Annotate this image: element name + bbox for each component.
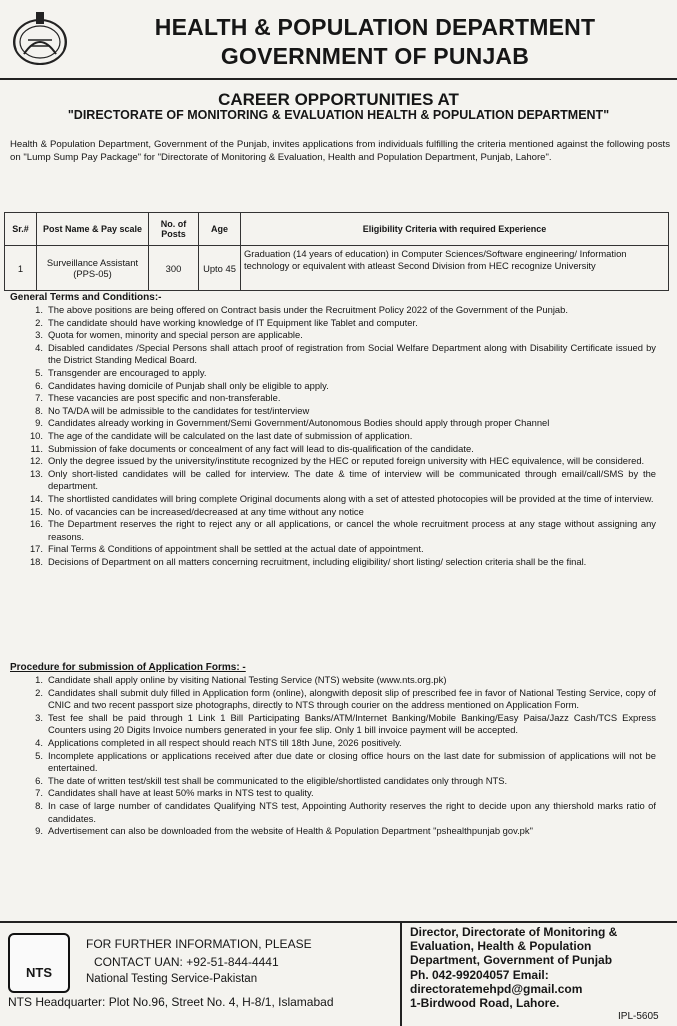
terms-list [8, 304, 656, 568]
list-item-text: The above positions are being offered on Contract basis under the Recruitment Policy 2022 of the Government of the Punjab. [48, 304, 568, 315]
list-number: 1. [35, 304, 43, 315]
terms-item [8, 329, 656, 342]
list-number: 9. [35, 417, 43, 429]
procedure-item [8, 800, 656, 825]
list-item-text: The age of the candidate will be calculated on the last date of submission of application. [48, 429, 413, 441]
terms-item [8, 430, 656, 443]
terms-item [8, 392, 656, 405]
terms-item [8, 367, 656, 380]
director-line: Ph. 042-99204057 Email: [410, 967, 549, 982]
list-number: 8. [35, 404, 43, 416]
list-number: 6. [35, 774, 43, 786]
procedure-item [8, 687, 656, 712]
terms-item [8, 543, 656, 556]
list-item-text: Only the degree issued by the university/institute recognized by the HEC or reputed foreign university with HEC equivalence, will be considered. [48, 455, 645, 467]
nts-logo-text: NTS [26, 965, 52, 980]
cell-sr: 1 [5, 246, 37, 291]
cell-eligibility: Graduation (14 years of education) in Computer Sciences/Software engineering/ Information technology or equivalent with atleast Second Division from HEC recognize University [241, 246, 669, 291]
nts-logo [8, 933, 70, 993]
procedure-item [8, 750, 656, 775]
list-number: 9. [35, 825, 43, 837]
list-number: 4. [35, 736, 43, 748]
list-number: 1. [35, 674, 43, 685]
terms-title: General Terms and Conditions:- [10, 292, 162, 303]
list-number: 11. [30, 442, 43, 454]
page-title: CAREER OPPORTUNITIES AT [218, 90, 459, 109]
cell-no-posts: 300 [149, 246, 199, 291]
list-number: 14. [29, 492, 43, 504]
list-item-text: Applications completed in all respect should reach NTS till 18th June, 2026 positively. [48, 736, 402, 748]
col-header-sr: Sr.# [5, 213, 37, 246]
terms-item [8, 405, 656, 418]
procedure-item [8, 825, 656, 838]
terms-item [8, 380, 656, 393]
punjab-emblem-icon [10, 10, 70, 68]
intro-paragraph: Health & Population Department, Government of the Punjab, invites applications from individuals fulfilling the criteria mentioned against the following posts on "Lump Sump Pay Package" for "Directorate of Monitoring & Evaluation, Health and Population Department, Punjab, Lahore". [10, 139, 670, 163]
col-header-eligibility: Eligibility Criteria with required Experience [241, 213, 669, 246]
terms-item [8, 317, 656, 330]
list-number: 15. [29, 505, 43, 517]
list-item-text: Quota for women, minority and special person are applicable. [48, 329, 303, 341]
list-number: 3. [35, 711, 43, 723]
procedure-item [8, 737, 656, 750]
director-line: Department, Government of Punjab [410, 953, 613, 968]
list-item-text: The date of written test/skill test shall be communicated to the eligible/shortlisted candidates only through NTS. [48, 774, 508, 786]
col-header-no-posts: No. of Posts [149, 213, 199, 246]
terms-item [8, 556, 656, 569]
procedure-item [8, 787, 656, 800]
terms-item [8, 455, 656, 468]
procedure-item [8, 775, 656, 788]
list-number: 4. [35, 341, 43, 353]
director-line: Director, Directorate of Monitoring & [410, 925, 618, 939]
col-header-age: Age [199, 213, 241, 246]
info-title: FOR FURTHER INFORMATION, PLEASE [86, 937, 312, 951]
list-number: 7. [35, 392, 43, 404]
terms-item [8, 506, 656, 519]
list-item-text: Candidates already working in Government/Semi Government/Autonomous Bodies should apply through proper Channel [48, 417, 550, 429]
list-number: 2. [35, 686, 43, 698]
cell-post [37, 246, 149, 291]
list-number: 18. [29, 555, 43, 567]
list-item-text: Candidate shall apply online by visiting National Testing Service (NTS) website (www.nts.org.pk) [48, 674, 447, 685]
header [0, 0, 677, 80]
header-divider [0, 78, 677, 80]
footer-divider [400, 923, 402, 1026]
list-number: 2. [35, 316, 43, 328]
terms-item [8, 342, 656, 367]
list-number: 8. [35, 799, 43, 811]
list-item-text: The Department reserves the right to reject any or all applications, or cancel the whole recruitment process at any stage without assigning any reasons. [48, 518, 656, 542]
terms-item [8, 493, 656, 506]
nts-headquarter: NTS Headquarter: Plot No.96, Street No. 4, H-8/1, Islamabad [8, 995, 334, 1009]
list-number: 3. [35, 329, 43, 341]
list-number: 5. [35, 749, 43, 761]
list-item-text: Candidates having domicile of Punjab shall only be eligible to apply. [48, 379, 329, 391]
nts-org-name: National Testing Service-Pakistan [86, 973, 258, 985]
list-item-text: In case of large number of candidates Qualifying NTS test, Appointing Authority reserves the right to decide upon any thiershold marks ratio of candidates. [48, 799, 656, 824]
list-item-text: No TA/DA will be admissible to the candidates for test/interview [48, 404, 310, 416]
list-number: 17. [29, 543, 43, 555]
post-scale: (PPS-05) [73, 268, 112, 279]
list-item-text: Candidates shall have at least 50% marks in NTS test to quality. [48, 787, 314, 799]
table-header-row [5, 213, 669, 246]
terms-item [8, 518, 656, 543]
department-name: HEALTH & POPULATION DEPARTMENT [154, 14, 596, 40]
list-number: 10. [29, 429, 43, 441]
list-number: 16. [29, 518, 43, 530]
col-header-post: Post Name & Pay scale [37, 213, 149, 246]
list-item-text: No. of vacancies can be increased/decreased at any time without any notice [48, 505, 364, 517]
terms-item [8, 443, 656, 456]
table-row [5, 246, 669, 291]
director-email: directoratemehpd@gmail.com [410, 981, 583, 996]
list-number: 13. [29, 467, 43, 479]
cell-age: Upto 45 [199, 246, 241, 291]
list-number: 5. [35, 366, 43, 378]
list-item-text: The candidate should have working knowledge of IT Equipment like Tablet and computer. [48, 316, 418, 328]
list-item-text: The shortlisted candidates will bring complete Original documents along with a set of attested photocopies will be provided at the time of interview. [48, 492, 654, 504]
list-item-text: Candidates shall submit duly filled in Application form (online), alongwith deposit slip of prescribed fee in favor of National Testing Service, copy of CNIC and two recent passport size photographs, directly to NTS through courier on the address mentioned on Application Form. [48, 686, 656, 711]
government-name: GOVERNMENT OF PUNJAB [220, 43, 530, 69]
post-name: Surveillance Assistant [46, 257, 139, 268]
directorate-title: "DIRECTORATE OF MONITORING & EVALUATION HEALTH & POPULATION DEPARTMENT" [67, 108, 610, 122]
list-number: 6. [35, 379, 43, 391]
list-item-text: Decisions of Department on all matters concerning recruitment, including eligibility/ short listing/ selection criteria shall be the final. [48, 555, 587, 567]
list-item-text: Test fee shall be paid through 1 Link 1 Bill Participating Banks/ATM/Internet Banking/Mobile Banking/Easy Paisa/Jazz Cash/TCS Express Counters using 20 Digits Invoice numbers generated in your fee slip. Only 1 bill invoice payment will be accepted. [48, 711, 656, 736]
terms-item [8, 417, 656, 430]
footer [0, 921, 677, 1026]
procedure-title: Procedure for submission of Application Forms: - [10, 662, 246, 673]
director-line: Evaluation, Health & Population [410, 939, 592, 954]
list-item-text: These vacancies are post specific and non-transferable. [48, 392, 281, 404]
procedure-list [8, 674, 656, 838]
procedure-item [8, 712, 656, 737]
list-item-text: Transgender are encouraged to apply. [48, 366, 207, 378]
director-block [410, 925, 672, 1010]
procedure-item [8, 674, 656, 687]
list-item-text: Disabled candidates /Special Persons shall attach proof of registration from Social Welfare Department along with Disability Certificate issued by the District Standing Medical Board. [48, 341, 656, 366]
list-item-text: Incomplete applications or applications received after due date or closing office hours on the last date for submission of applications will not be entertained. [48, 749, 656, 774]
terms-item [8, 304, 656, 317]
contact-uan: CONTACT UAN: +92-51-844-4441 [94, 955, 279, 969]
list-item-text: Advertisement can also be downloaded from the website of Health & Population Department "pshealthpunjab gov.pk" [48, 825, 533, 837]
list-item-text: Only short-listed candidates will be called for interview. The date & time of interview will be communicated through email/call/SMS by the department. [48, 467, 656, 492]
list-item-text: Submission of fake documents or concealment of any fact will lead to dis-qualification of the candidate. [48, 442, 474, 454]
terms-item [8, 468, 656, 493]
list-number: 12. [29, 455, 43, 467]
posts-table [4, 212, 669, 291]
list-item-text: Final Terms & Conditions of appointment shall be settled at the actual date of appointment. [48, 543, 424, 555]
director-address: 1-Birdwood Road, Lahore. [410, 996, 560, 1011]
ipl-code: IPL-5605 [618, 1011, 659, 1022]
list-number: 7. [35, 787, 43, 799]
